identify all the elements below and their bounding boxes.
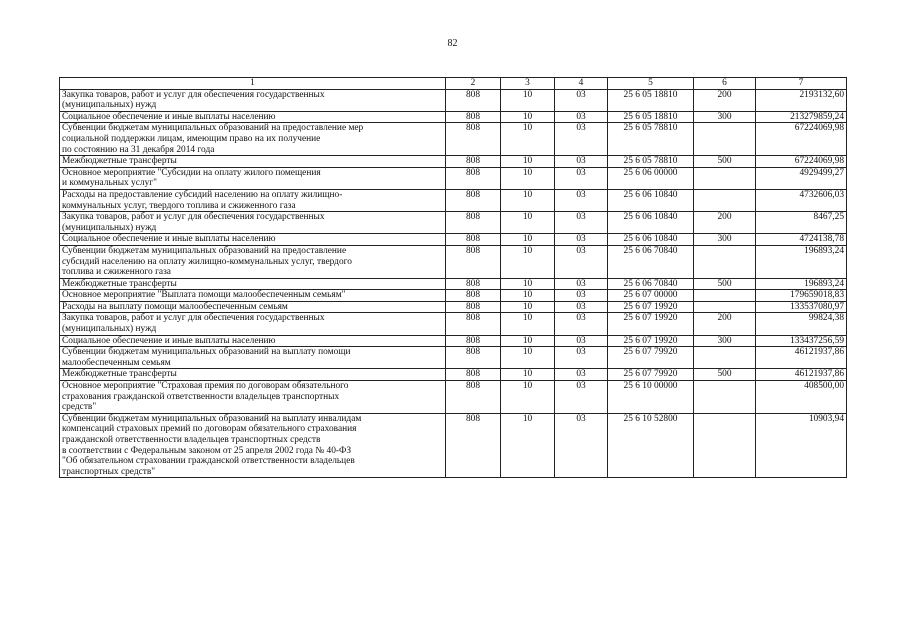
row-amount: 179659018,83 [756,290,847,302]
row-expense-type [694,123,756,156]
row-subsection: 03 [555,301,608,313]
row-expense-type: 500 [694,369,756,381]
row-ministry-code: 808 [446,123,501,156]
row-expense-type [694,167,756,189]
row-amount: 196893,24 [756,278,847,290]
header-cell: 2 [446,78,501,90]
row-subsection: 03 [555,290,608,302]
row-target-article: 25 6 10 00000 [608,381,694,414]
row-description: Основное мероприятие "Выплата помощи малообеспеченным семьям" [60,290,446,302]
table-row [60,167,847,189]
row-subsection: 03 [555,381,608,414]
row-description: Межбюджетные трансферты [60,369,446,381]
row-target-article: 25 6 10 52800 [608,413,694,478]
row-amount: 10903,94 [756,413,847,478]
row-description: Межбюджетные трансферты [60,156,446,168]
table-row [60,290,847,302]
table-body [60,89,847,478]
row-target-article: 25 6 07 79920 [608,347,694,369]
row-expense-type: 500 [694,156,756,168]
row-description: Основное мероприятие "Страховая премия по договорам обязательного страхования гражданской ответственности владельцев транспортных средств" [60,381,446,414]
row-target-article: 25 6 07 19920 [608,301,694,313]
table-row [60,189,847,211]
row-expense-type [694,413,756,478]
row-target-article: 25 6 06 70840 [608,278,694,290]
row-ministry-code: 808 [446,347,501,369]
row-subsection: 03 [555,189,608,211]
row-description: Основное мероприятие "Субсидии на оплату жилого помещения и коммунальных услуг" [60,167,446,189]
row-description: Субвенции бюджетам муниципальных образований на предоставление субсидий населению на оплату жилищно-коммунальных услуг, твердого топлива и сжиженного газа [60,245,446,278]
header-cell: 4 [555,78,608,90]
row-subsection: 03 [555,111,608,123]
row-section: 10 [501,381,555,414]
row-target-article: 25 6 06 00000 [608,167,694,189]
row-target-article: 25 6 05 78810 [608,156,694,168]
row-amount: 133537080,97 [756,301,847,313]
row-amount: 46121937,86 [756,347,847,369]
row-section: 10 [501,167,555,189]
row-amount: 8467,25 [756,212,847,234]
row-ministry-code: 808 [446,245,501,278]
table-row [60,313,847,335]
row-subsection: 03 [555,245,608,278]
row-ministry-code: 808 [446,313,501,335]
row-subsection: 03 [555,347,608,369]
row-ministry-code: 808 [446,189,501,211]
row-ministry-code: 808 [446,167,501,189]
row-amount: 408500,00 [756,381,847,414]
row-amount: 67224069,98 [756,156,847,168]
row-description: Расходы на предоставление субсидий населению на оплату жилищно- коммунальных услуг, твердого топлива и сжиженного газа [60,189,446,211]
row-expense-type: 500 [694,278,756,290]
table-row [60,212,847,234]
row-amount: 99824,38 [756,313,847,335]
row-expense-type: 300 [694,111,756,123]
row-ministry-code: 808 [446,111,501,123]
table-row [60,123,847,156]
row-expense-type [694,189,756,211]
row-section: 10 [501,89,555,111]
row-target-article: 25 6 05 18810 [608,89,694,111]
row-ministry-code: 808 [446,290,501,302]
row-description: Субвенции бюджетам муниципальных образований на предоставление мер социальной поддержки лицам, имеющим право на их получение по состоянию на 31 декабря 2014 года [60,123,446,156]
row-subsection: 03 [555,413,608,478]
row-section: 10 [501,156,555,168]
row-ministry-code: 808 [446,381,501,414]
row-expense-type: 200 [694,313,756,335]
row-section: 10 [501,111,555,123]
table-row [60,156,847,168]
row-ministry-code: 808 [446,156,501,168]
row-amount: 213279859,24 [756,111,847,123]
row-subsection: 03 [555,123,608,156]
row-description: Социальное обеспечение и иные выплаты населению [60,234,446,246]
row-target-article: 25 6 07 19920 [608,313,694,335]
table-row [60,413,847,478]
row-description: Закупка товаров, работ и услуг для обеспечения государственных (муниципальных) нужд [60,313,446,335]
header-cell: 7 [756,78,847,90]
header-cell: 5 [608,78,694,90]
budget-table [59,77,847,478]
row-subsection: 03 [555,167,608,189]
row-amount: 4732606,03 [756,189,847,211]
row-section: 10 [501,369,555,381]
row-expense-type: 200 [694,89,756,111]
row-subsection: 03 [555,89,608,111]
row-amount: 46121937,86 [756,369,847,381]
row-subsection: 03 [555,212,608,234]
table-row [60,89,847,111]
row-section: 10 [501,234,555,246]
row-description: Расходы на выплату помощи малообеспеченным семьям [60,301,446,313]
row-ministry-code: 808 [446,413,501,478]
row-amount: 133437256,59 [756,335,847,347]
row-section: 10 [501,335,555,347]
table-row [60,111,847,123]
page-number: 82 [447,38,458,49]
row-description: Субвенции бюджетам муниципальных образований на выплату инвалидам компенсаций страховых премий по договорам обязательного страхования гражданской ответственности владельцев транспортных средств в соответствии с Федеральным законом от 25 апреля 2002 года № 40-ФЗ "Об обязательном страховании гражданской ответственности владельцев транспортных средств" [60,413,446,478]
table-row [60,369,847,381]
row-subsection: 03 [555,313,608,335]
table-row [60,301,847,313]
row-expense-type: 300 [694,234,756,246]
row-subsection: 03 [555,278,608,290]
row-ministry-code: 808 [446,212,501,234]
row-subsection: 03 [555,369,608,381]
row-description: Социальное обеспечение и иные выплаты населению [60,111,446,123]
table-row [60,347,847,369]
row-section: 10 [501,278,555,290]
row-section: 10 [501,245,555,278]
table-row [60,335,847,347]
row-expense-type [694,347,756,369]
row-expense-type [694,381,756,414]
header-cell: 1 [60,78,446,90]
row-ministry-code: 808 [446,301,501,313]
row-target-article: 25 6 07 79920 [608,369,694,381]
row-expense-type: 200 [694,212,756,234]
row-ministry-code: 808 [446,278,501,290]
row-section: 10 [501,189,555,211]
row-expense-type [694,245,756,278]
row-section: 10 [501,313,555,335]
row-subsection: 03 [555,234,608,246]
row-description: Субвенции бюджетам муниципальных образований на выплату помощи малообеспеченным семьям [60,347,446,369]
row-ministry-code: 808 [446,89,501,111]
row-amount: 4724138,78 [756,234,847,246]
row-target-article: 25 6 06 70840 [608,245,694,278]
row-amount: 67224069,98 [756,123,847,156]
row-expense-type [694,290,756,302]
row-section: 10 [501,123,555,156]
row-target-article: 25 6 05 78810 [608,123,694,156]
row-description: Закупка товаров, работ и услуг для обеспечения государственных (муниципальных) нужд [60,212,446,234]
row-subsection: 03 [555,335,608,347]
row-ministry-code: 808 [446,369,501,381]
row-target-article: 25 6 05 18810 [608,111,694,123]
table-row [60,278,847,290]
header-cell: 6 [694,78,756,90]
table-row [60,234,847,246]
row-expense-type [694,301,756,313]
row-expense-type: 300 [694,335,756,347]
row-amount: 4929499,27 [756,167,847,189]
row-ministry-code: 808 [446,335,501,347]
row-section: 10 [501,212,555,234]
row-section: 10 [501,290,555,302]
row-description: Межбюджетные трансферты [60,278,446,290]
row-description: Социальное обеспечение и иные выплаты населению [60,335,446,347]
row-section: 10 [501,301,555,313]
table-row [60,245,847,278]
header-cell: 3 [501,78,555,90]
row-description: Закупка товаров, работ и услуг для обеспечения государственных (муниципальных) нужд [60,89,446,111]
row-target-article: 25 6 06 10840 [608,212,694,234]
row-section: 10 [501,413,555,478]
row-ministry-code: 808 [446,234,501,246]
table-row [60,381,847,414]
row-target-article: 25 6 07 00000 [608,290,694,302]
row-amount: 2193132,60 [756,89,847,111]
header-row [60,78,847,90]
row-subsection: 03 [555,156,608,168]
row-target-article: 25 6 06 10840 [608,189,694,211]
row-amount: 196893,24 [756,245,847,278]
row-target-article: 25 6 06 10840 [608,234,694,246]
row-target-article: 25 6 07 19920 [608,335,694,347]
row-section: 10 [501,347,555,369]
